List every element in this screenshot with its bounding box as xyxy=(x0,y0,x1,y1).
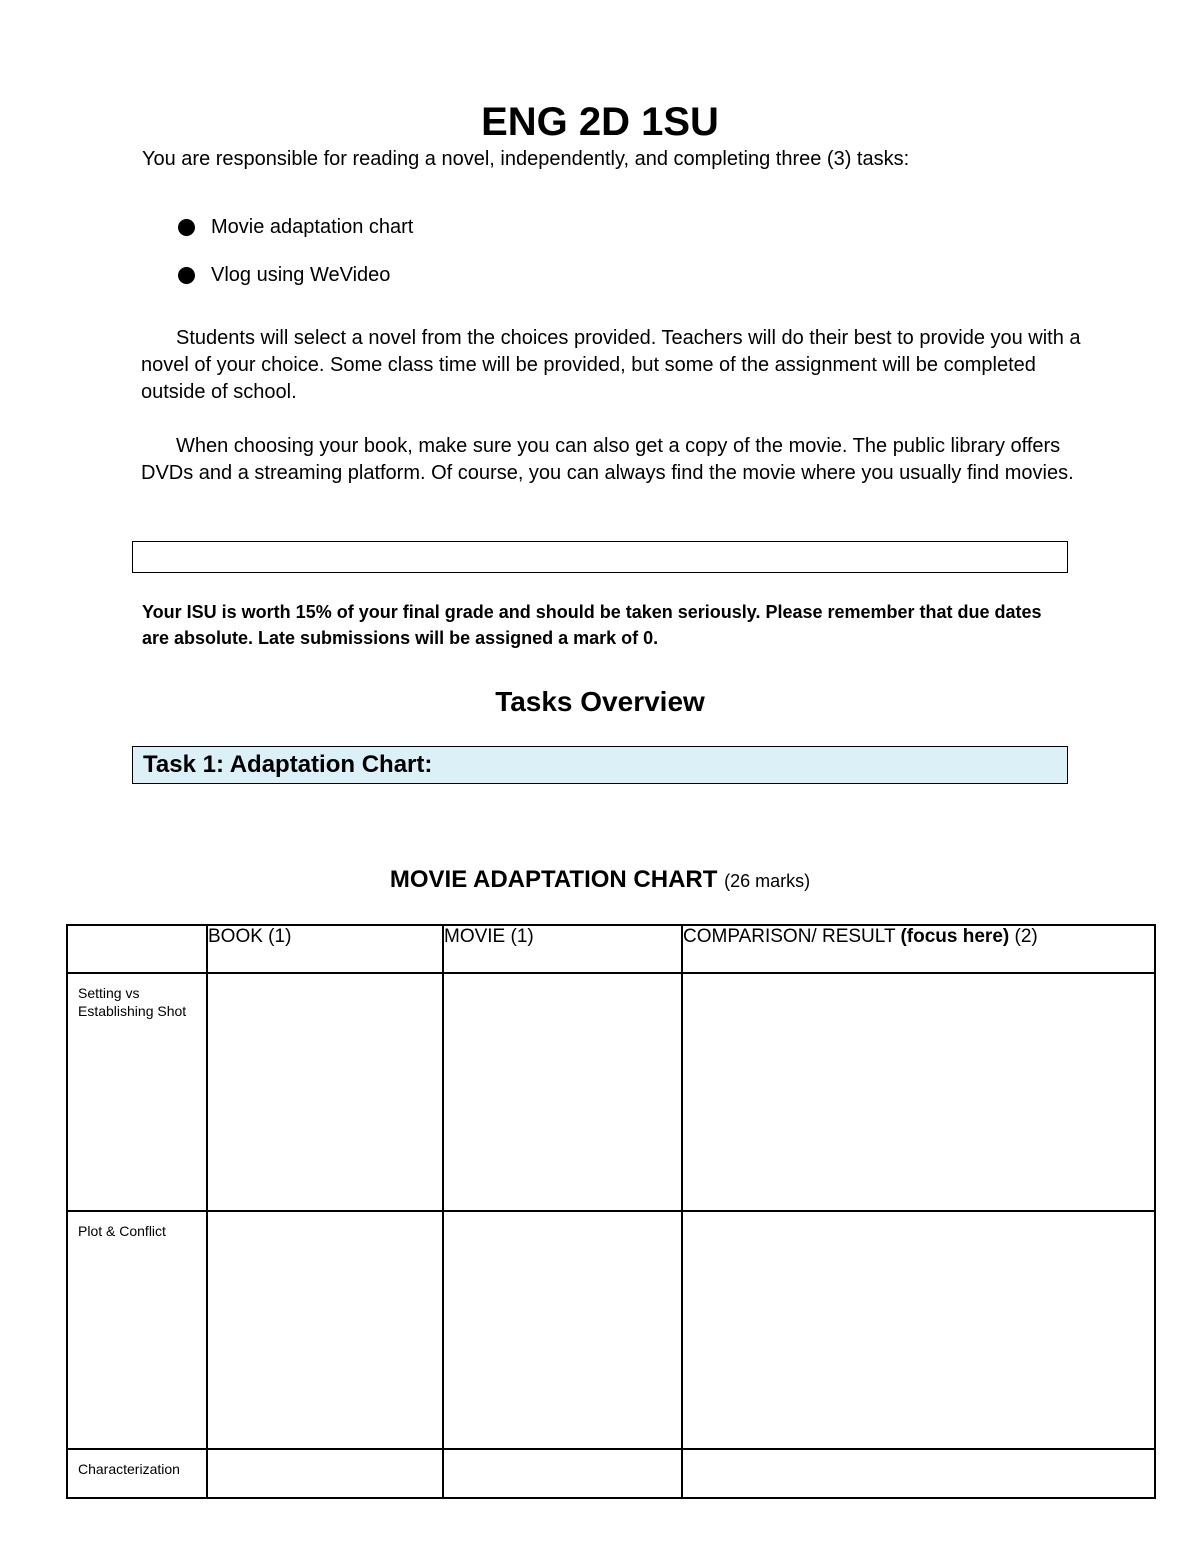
cell-movie xyxy=(443,973,682,1211)
cell-book xyxy=(207,1211,443,1449)
paragraph: When choosing your book, make sure you can also get a copy of the movie. The public library offers DVDs and a streaming platform. Of course, you can always find the movie where you usually find movies. xyxy=(141,435,1074,484)
task1-label: Task 1: Adaptation Chart: xyxy=(143,751,433,778)
table-row xyxy=(67,1211,1155,1449)
bullet-icon xyxy=(178,267,195,284)
row-label-plot: Plot & Conflict xyxy=(67,1211,207,1449)
cell-movie xyxy=(443,1449,682,1498)
adaptation-table xyxy=(66,924,1156,1499)
table-row xyxy=(67,1449,1155,1498)
chart-title-text: MOVIE ADAPTATION CHART xyxy=(389,866,718,893)
row-label-setting: Setting vs Establishing Shot xyxy=(67,973,207,1211)
task1-box xyxy=(132,746,1068,784)
row-label-characterization: Characterization xyxy=(67,1449,207,1498)
intro-text: You are responsible for reading a novel, independently, and completing three (3) tasks: xyxy=(142,148,910,170)
page-title: ENG 2D 1SU xyxy=(481,100,719,144)
header-empty-cell xyxy=(67,925,207,973)
bullet-item xyxy=(178,216,413,239)
blank-box xyxy=(132,541,1068,573)
header-comparison xyxy=(682,925,1155,973)
bullet-label: Vlog using WeVideo xyxy=(211,264,391,286)
cell-book xyxy=(207,973,443,1211)
cell-book xyxy=(207,1449,443,1498)
header-movie: MOVIE (1) xyxy=(443,925,682,973)
bullet-item xyxy=(178,264,390,287)
cell-comparison xyxy=(682,973,1155,1211)
cell-comparison xyxy=(682,1449,1155,1498)
table-header-row xyxy=(67,925,1155,973)
table-row xyxy=(67,973,1155,1211)
bullet-label: Movie adaptation chart xyxy=(211,216,414,238)
chart-title xyxy=(0,866,1200,894)
header-comparison-focus: (focus here) xyxy=(900,926,1010,947)
grade-warning: Your ISU is worth 15% of your final grade and should be taken seriously. Please remember that due dates are absolute. Late submissions will be assigned a mark of 0. xyxy=(142,602,1042,648)
header-comparison-suffix: (2) xyxy=(1009,926,1038,947)
tasks-heading: Tasks Overview xyxy=(495,686,705,717)
header-book: BOOK (1) xyxy=(207,925,443,973)
paragraph: Students will select a novel from the choices provided. Teachers will do their best to provide you with a novel of your choice. Some class time will be provided, but some of the assignment will be completed outside of school. xyxy=(141,327,1081,403)
header-comparison-prefix: COMPARISON/ RESULT xyxy=(683,926,901,947)
bullet-icon xyxy=(178,219,195,236)
cell-comparison xyxy=(682,1211,1155,1449)
cell-movie xyxy=(443,1211,682,1449)
chart-marks: (26 marks) xyxy=(724,871,811,891)
